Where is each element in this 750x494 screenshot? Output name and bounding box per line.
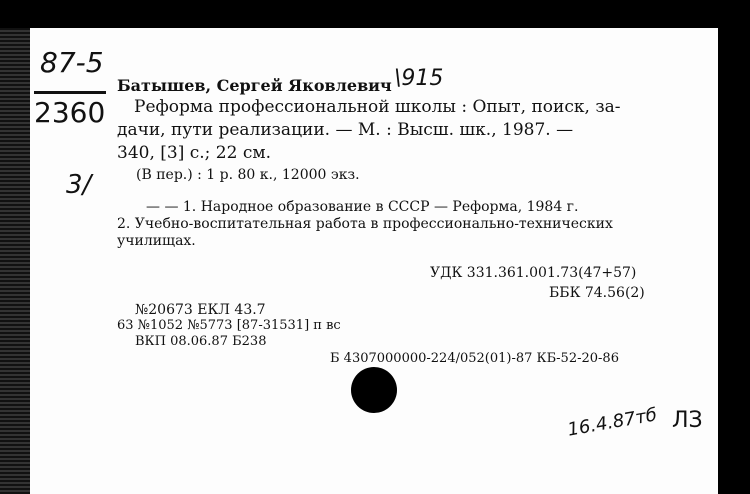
shelf-mark-bottom: 2360 — [34, 96, 106, 129]
scan-border-top — [0, 0, 750, 28]
margin-mark: 3/ — [66, 170, 92, 200]
title-line-3: 340, [3] с.; 22 см. — [117, 143, 271, 163]
shelf-mark-top: 87-5 — [40, 46, 104, 79]
price-line: (В пер.) : 1 р. 80 к., 12000 экз. — [136, 167, 360, 183]
title-line-1: Реформа профессиональной школы : Опыт, поиск, за- — [134, 97, 621, 117]
shelf-mark-underline — [34, 91, 106, 94]
scan-border-left — [0, 28, 30, 494]
author-heading: Батышев, Сергей Яковлевич — [117, 76, 392, 95]
year-note: \915 — [394, 66, 444, 91]
punch-hole — [351, 367, 397, 413]
date-note-code: ЛЗ — [672, 408, 703, 433]
udk-code: УДК 331.361.001.73(47+57) — [430, 265, 637, 281]
date-note: 16.4.87тб — [566, 404, 659, 441]
registry-line-1: №20673 ЕКЛ 43.7 — [135, 302, 266, 318]
subject-line-2: 2. Учебно-воспитательная работа в профессионально-технических — [117, 216, 613, 232]
registry-line-3: ВКП 08.06.87 Б238 — [135, 334, 267, 349]
title-line-2: дачи, пути реализации. — М. : Высш. шк., 1987. — — [117, 120, 574, 140]
subject-line-3: училищах. — [117, 233, 196, 249]
isbn-line: Б 4307000000-224/052(01)-87 КБ-52-20-86 — [330, 351, 619, 366]
subject-line-1: — — 1. Народное образование в СССР — Реформа, 1984 г. — [146, 199, 579, 215]
registry-line-2: 63 №1052 №5773 [87-31531] п вс — [117, 318, 341, 333]
bbk-code: ББК 74.56(2) — [549, 285, 645, 301]
